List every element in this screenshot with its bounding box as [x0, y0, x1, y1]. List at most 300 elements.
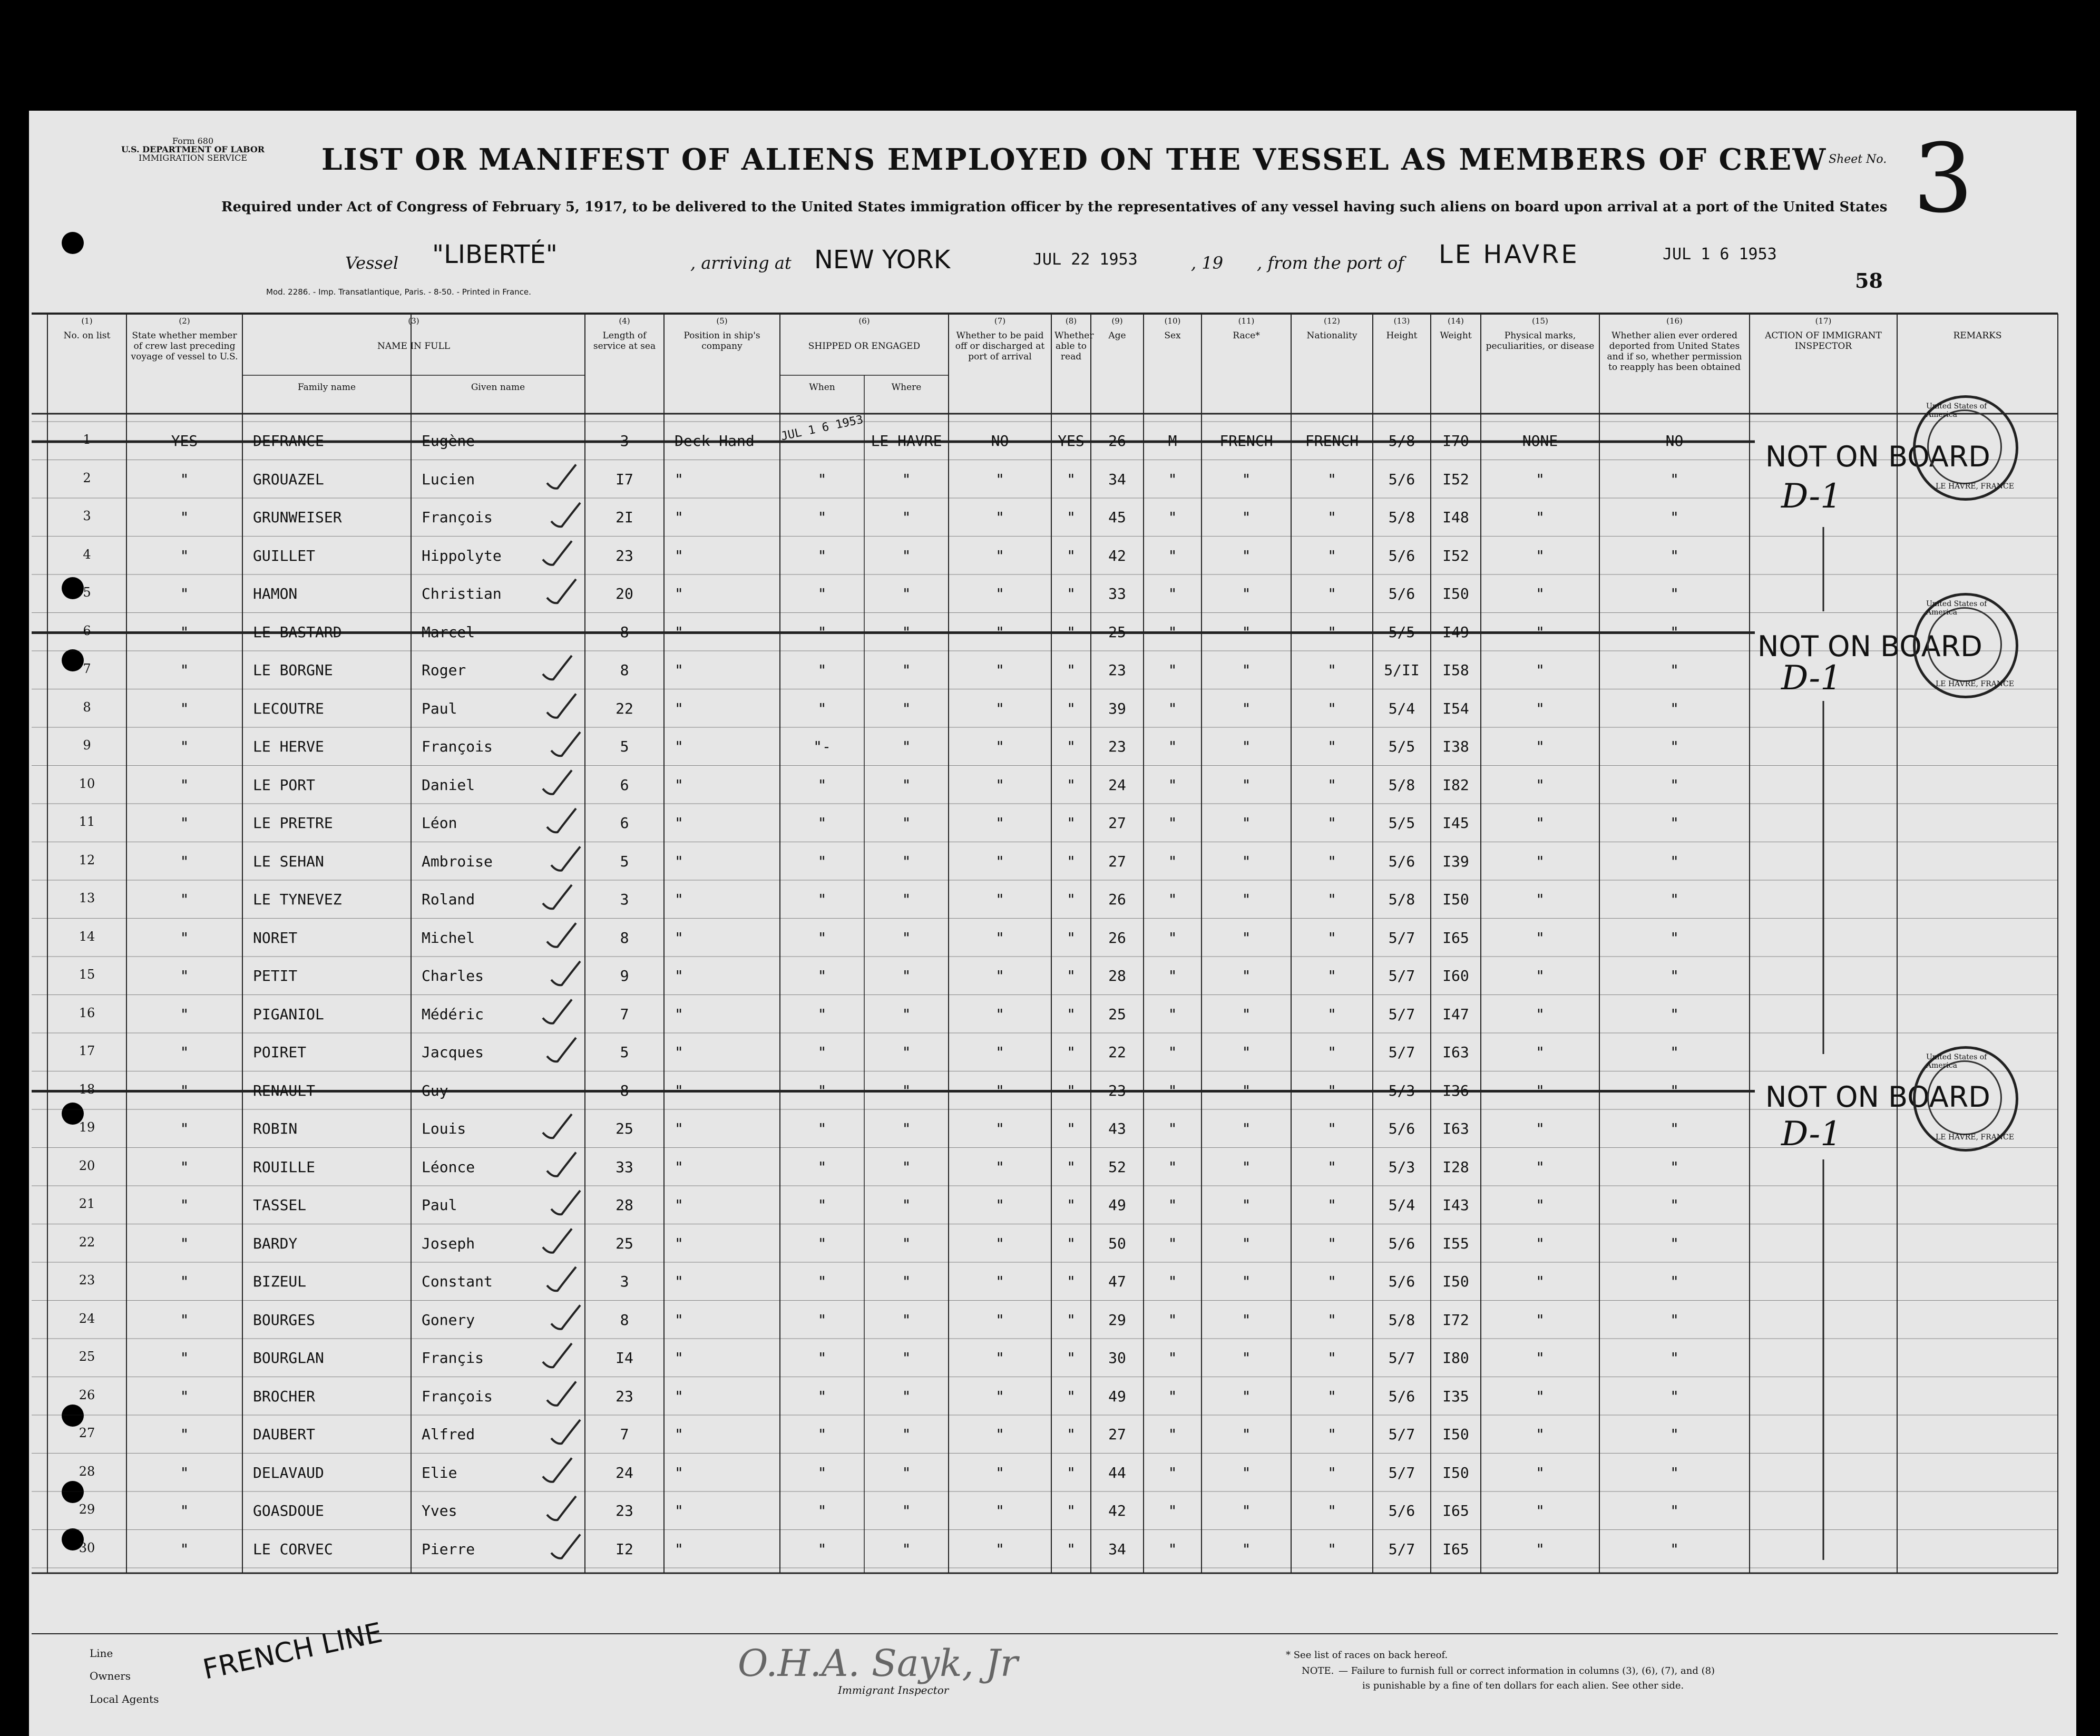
- cell-position: ": [675, 585, 683, 602]
- cell-position: ": [675, 547, 683, 564]
- check-mark: [547, 808, 576, 832]
- cell-service: 28: [616, 1196, 633, 1214]
- cell-nat: ": [1327, 547, 1336, 564]
- column-header: NAME IN FULL: [377, 341, 451, 352]
- cell-read: ": [1067, 699, 1076, 717]
- cell-when: JUL 1 6 1953: [779, 413, 865, 444]
- cell-service: 8: [620, 1081, 629, 1099]
- cell-read: ": [1067, 470, 1076, 488]
- cell-prev: ": [180, 1196, 189, 1214]
- cell-marks: ": [1536, 470, 1545, 488]
- cell-position: ": [675, 1081, 683, 1099]
- cell-prev: ": [180, 1005, 189, 1023]
- cell-prev: ": [180, 661, 189, 679]
- note-text: — Failure to furnish full or correct information in columns (3), (6), (7), and (8): [1339, 1665, 1715, 1676]
- cell-race: ": [1242, 547, 1251, 564]
- cell-age: 24: [1108, 776, 1126, 794]
- cell-position: ": [675, 509, 683, 526]
- cell-deported: ": [1670, 1043, 1679, 1061]
- cell-deported: ": [1670, 738, 1679, 755]
- cell-marks: ": [1536, 509, 1545, 526]
- cell-deported: ": [1670, 852, 1679, 870]
- column-number: (8): [1065, 316, 1077, 326]
- cell-given: Gonery: [422, 1311, 475, 1329]
- cell-family: LE CORVEC: [253, 1540, 333, 1558]
- cell-family: RENAULT: [253, 1081, 316, 1099]
- cell-weight: I80: [1442, 1349, 1469, 1367]
- cell-deported: ": [1670, 967, 1679, 984]
- cell-family: LE TYNEVEZ: [253, 891, 342, 908]
- cell-age: 28: [1108, 967, 1126, 984]
- cell-read: ": [1067, 967, 1076, 984]
- sheet-number: 3: [1913, 124, 1974, 234]
- page-title: LIST OR MANIFEST OF ALIENS EMPLOYED ON THE VESSEL AS MEMBERS OF CREW: [321, 142, 1827, 177]
- cell-position: ": [675, 661, 683, 679]
- cell-no: 14: [79, 929, 95, 944]
- cell-service: 25: [616, 1234, 633, 1252]
- column-header: Whether to be paid off or discharged at port of arrival: [955, 330, 1045, 362]
- column-header: No. on list: [63, 330, 111, 341]
- cell-race: ": [1242, 1540, 1251, 1558]
- cell-no: 3: [83, 509, 91, 523]
- cell-service: 5: [620, 852, 629, 870]
- cell-deported: NO: [1665, 432, 1684, 450]
- arriving-port: NEW YORK: [814, 245, 951, 275]
- cell-position: ": [675, 1540, 683, 1558]
- cell-race: ": [1242, 1464, 1251, 1481]
- cell-service: 25: [616, 1120, 633, 1137]
- cell-weight: I45: [1442, 814, 1469, 832]
- cell-given: Christian: [422, 585, 502, 602]
- cell-service: 5: [620, 738, 629, 755]
- cell-position: ": [675, 470, 683, 488]
- cell-sex: ": [1168, 1387, 1177, 1405]
- cell-family: BOURGLAN: [253, 1349, 324, 1367]
- cell-age: 27: [1108, 1426, 1126, 1443]
- column-header: Age: [1108, 330, 1126, 341]
- cell-age: 39: [1108, 699, 1126, 717]
- cell-where: ": [902, 852, 911, 870]
- column-subheader: Family name: [297, 382, 356, 393]
- cell-race: ": [1242, 470, 1251, 488]
- cell-height: 5/II: [1384, 661, 1420, 679]
- cell-weight: I60: [1442, 967, 1469, 984]
- cell-given: François: [422, 738, 493, 755]
- cell-age: 22: [1108, 1043, 1126, 1061]
- column-subheader: Given name: [471, 382, 525, 393]
- cell-height: 5/5: [1388, 623, 1415, 641]
- cell-marks: ": [1536, 776, 1545, 794]
- d1-annotation: D-1: [1781, 477, 1842, 516]
- cell-where: ": [902, 1043, 911, 1061]
- vessel-label: Vessel: [345, 253, 399, 273]
- cell-weight: I65: [1442, 1502, 1469, 1519]
- cell-given: Paul: [422, 699, 457, 717]
- cell-marks: ": [1536, 1005, 1545, 1023]
- cell-service: 8: [620, 623, 629, 641]
- cell-deported: ": [1670, 1349, 1679, 1367]
- cell-given: Constant: [422, 1273, 493, 1290]
- cell-read: ": [1067, 1273, 1076, 1290]
- cell-height: 5/8: [1388, 432, 1415, 450]
- cell-marks: ": [1536, 1387, 1545, 1405]
- cell-read: ": [1067, 1234, 1076, 1252]
- cell-when: ": [817, 1234, 827, 1252]
- cell-race: ": [1242, 1196, 1251, 1214]
- cell-read: ": [1067, 1005, 1076, 1023]
- cell-where: ": [902, 470, 911, 488]
- cell-when: ": [817, 1196, 827, 1214]
- cell-sex: ": [1168, 1540, 1177, 1558]
- cell-position: ": [675, 1349, 683, 1367]
- cell-when: ": [817, 776, 827, 794]
- cell-read: ": [1067, 1196, 1076, 1214]
- cell-service: 3: [620, 432, 629, 450]
- cell-prev: ": [180, 1349, 189, 1367]
- cell-nat: ": [1327, 661, 1336, 679]
- cell-family: PETIT: [253, 967, 298, 984]
- cell-prev: ": [180, 814, 189, 832]
- cell-deported: ": [1670, 1387, 1679, 1405]
- cell-paid: ": [995, 1311, 1004, 1329]
- cell-sex: ": [1168, 509, 1177, 526]
- column-number: (11): [1238, 316, 1255, 326]
- check-mark: [547, 1153, 576, 1176]
- cell-family: LE HERVE: [253, 738, 324, 755]
- service-name: IMMIGRATION SERVICE: [139, 153, 248, 163]
- cell-given: Jacques: [422, 1043, 484, 1061]
- cell-weight: I50: [1442, 585, 1469, 602]
- cell-race: FRENCH: [1219, 432, 1273, 450]
- cell-race: ": [1242, 814, 1251, 832]
- cell-marks: ": [1536, 929, 1545, 947]
- cell-weight: I63: [1442, 1043, 1469, 1061]
- departure-date-stamp: JUL 1 6 1953: [1663, 245, 1777, 264]
- cell-when: ": [817, 1005, 827, 1023]
- cell-when: "-: [813, 738, 831, 755]
- cell-weight: I50: [1442, 1273, 1469, 1290]
- cell-nat: ": [1327, 1158, 1336, 1176]
- cell-no: 18: [79, 1081, 95, 1097]
- cell-nat: ": [1327, 585, 1336, 602]
- cell-nat: ": [1327, 509, 1336, 526]
- column-subheader: Where: [891, 382, 922, 393]
- cell-deported: ": [1670, 1005, 1679, 1023]
- cell-position: ": [675, 1311, 683, 1329]
- cell-sex: ": [1168, 1043, 1177, 1061]
- cell-marks: ": [1536, 1349, 1545, 1367]
- cell-deported: ": [1670, 814, 1679, 832]
- cell-when: ": [817, 1540, 827, 1558]
- cell-where: ": [902, 814, 911, 832]
- cell-where: ": [902, 1005, 911, 1023]
- cell-nat: ": [1327, 1234, 1336, 1252]
- cell-age: 43: [1108, 1120, 1126, 1137]
- inspector-signature: O.H.A. Sayk, Jr: [738, 1642, 1018, 1685]
- cell-where: ": [902, 1273, 911, 1290]
- d1-annotation: D-1: [1781, 1115, 1842, 1154]
- cell-paid: ": [995, 967, 1004, 984]
- cell-height: 5/8: [1388, 509, 1415, 526]
- cell-height: 5/7: [1388, 967, 1415, 984]
- cell-service: 24: [616, 1464, 633, 1481]
- cell-position: ": [675, 1196, 683, 1214]
- cell-height: 5/3: [1388, 1081, 1415, 1099]
- cell-paid: ": [995, 929, 1004, 947]
- cell-height: 5/8: [1388, 1311, 1415, 1329]
- cell-race: ": [1242, 1502, 1251, 1519]
- not-on-board-stamp: NOT ON BOARD: [1757, 630, 1982, 663]
- cell-marks: ": [1536, 1426, 1545, 1443]
- cell-height: 5/8: [1388, 776, 1415, 794]
- seal-bottom-text: LE HAVRE, FRANCE: [1936, 1133, 2014, 1142]
- cell-marks: ": [1536, 738, 1545, 755]
- check-mark: [551, 1535, 580, 1558]
- cell-height: 5/6: [1388, 852, 1415, 870]
- cell-family: ROBIN: [253, 1120, 298, 1137]
- cell-read: ": [1067, 509, 1076, 526]
- cell-deported: ": [1670, 776, 1679, 794]
- vessel-name: "LIBERTÉ": [432, 240, 558, 269]
- cell-prev: ": [180, 738, 189, 755]
- check-mark: [543, 1114, 572, 1138]
- cell-nat: ": [1327, 776, 1336, 794]
- cell-family: GRUNWEISER: [253, 509, 342, 526]
- cell-no: 6: [83, 623, 91, 638]
- column-number: (13): [1393, 316, 1410, 326]
- line-stamp: FRENCH LINE: [200, 1617, 385, 1686]
- cell-read: ": [1067, 1502, 1076, 1519]
- cell-nat: ": [1327, 1120, 1336, 1137]
- check-mark: [543, 1229, 572, 1253]
- cell-weight: I47: [1442, 1005, 1469, 1023]
- cell-race: ": [1242, 1273, 1251, 1290]
- cell-nat: ": [1327, 852, 1336, 870]
- cell-sex: ": [1168, 776, 1177, 794]
- cell-sex: ": [1168, 1502, 1177, 1519]
- cell-deported: ": [1670, 547, 1679, 564]
- cell-paid: ": [995, 1502, 1004, 1519]
- seal-top-text: United States of America: [1926, 1053, 1987, 1070]
- cell-when: ": [817, 1043, 827, 1061]
- cell-read: ": [1067, 814, 1076, 832]
- check-mark: [543, 1000, 572, 1023]
- cell-prev: ": [180, 891, 189, 908]
- cell-service: I7: [616, 470, 633, 488]
- cell-height: 5/7: [1388, 1043, 1415, 1061]
- cell-age: 34: [1108, 1540, 1126, 1558]
- cell-weight: I43: [1442, 1196, 1469, 1214]
- arriving-label: , arriving at: [690, 253, 792, 273]
- cell-family: TASSEL: [253, 1196, 307, 1214]
- cell-read: ": [1067, 1349, 1076, 1367]
- column-header: Weight: [1440, 330, 1472, 341]
- cell-height: 5/7: [1388, 1349, 1415, 1367]
- cell-age: 26: [1108, 891, 1126, 908]
- cell-nat: FRENCH: [1305, 432, 1359, 450]
- cell-weight: I28: [1442, 1158, 1469, 1176]
- cell-prev: ": [180, 1502, 189, 1519]
- cell-marks: NONE: [1522, 432, 1558, 450]
- cell-where: ": [902, 891, 911, 908]
- cell-position: ": [675, 1273, 683, 1290]
- column-header: Sex: [1164, 330, 1181, 341]
- cell-paid: ": [995, 1158, 1004, 1176]
- cell-where: ": [902, 1426, 911, 1443]
- cell-age: 23: [1108, 1081, 1126, 1099]
- cell-prev: YES: [171, 432, 198, 450]
- cell-no: 4: [83, 547, 91, 562]
- cell-where: ": [902, 967, 911, 984]
- column-header: Nationality: [1306, 330, 1357, 341]
- cell-prev: ": [180, 1464, 189, 1481]
- cell-where: ": [902, 1464, 911, 1481]
- cell-prev: ": [180, 1043, 189, 1061]
- cell-service: I4: [616, 1349, 633, 1367]
- cell-where: ": [902, 1234, 911, 1252]
- column-header: Race*: [1233, 330, 1260, 341]
- cell-where: ": [902, 661, 911, 679]
- cell-prev: ": [180, 776, 189, 794]
- cell-no: 26: [79, 1387, 95, 1402]
- check-mark: [547, 1038, 576, 1061]
- check-mark: [547, 1382, 576, 1406]
- column-number: (15): [1532, 316, 1548, 326]
- check-mark: [547, 1496, 576, 1520]
- sheet-label: Sheet No.: [1829, 153, 1887, 166]
- cell-read: ": [1067, 1158, 1076, 1176]
- cell-when: ": [817, 852, 827, 870]
- check-mark: [551, 732, 580, 756]
- cell-sex: ": [1168, 623, 1177, 641]
- cell-family: LE SEHAN: [253, 852, 324, 870]
- cell-race: ": [1242, 585, 1251, 602]
- check-mark: [551, 503, 580, 526]
- cell-paid: ": [995, 623, 1004, 641]
- cell-age: 42: [1108, 547, 1126, 564]
- column-number: (4): [619, 316, 630, 326]
- cell-when: ": [817, 814, 827, 832]
- cell-given: Pierre: [422, 1540, 475, 1558]
- cell-height: 5/6: [1388, 470, 1415, 488]
- cell-height: 5/6: [1388, 585, 1415, 602]
- cell-family: BROCHER: [253, 1387, 316, 1405]
- cell-height: 5/5: [1388, 738, 1415, 755]
- cell-when: ": [817, 1502, 827, 1519]
- cell-prev: ": [180, 1387, 189, 1405]
- cell-race: ": [1242, 1349, 1251, 1367]
- cell-where: LE HAVRE: [871, 432, 942, 450]
- cell-race: ": [1242, 1234, 1251, 1252]
- cell-read: ": [1067, 852, 1076, 870]
- cell-race: ": [1242, 623, 1251, 641]
- cell-given: Elie: [422, 1464, 457, 1481]
- cell-sex: ": [1168, 1349, 1177, 1367]
- cell-given: François: [422, 509, 493, 526]
- check-mark: [551, 961, 580, 985]
- cell-given: Lucien: [422, 470, 475, 488]
- cell-when: ": [817, 509, 827, 526]
- cell-service: 8: [620, 661, 629, 679]
- cell-prev: ": [180, 509, 189, 526]
- cell-position: ": [675, 1005, 683, 1023]
- cell-given: Françis: [422, 1349, 484, 1367]
- cell-deported: ": [1670, 1540, 1679, 1558]
- cell-where: ": [902, 585, 911, 602]
- cell-deported: ": [1670, 1234, 1679, 1252]
- cell-weight: I35: [1442, 1387, 1469, 1405]
- cell-prev: ": [180, 1234, 189, 1252]
- cell-when: ": [817, 1081, 827, 1099]
- cell-marks: ": [1536, 967, 1545, 984]
- cell-nat: ": [1327, 891, 1336, 908]
- cell-age: 23: [1108, 738, 1126, 755]
- cell-family: DEFRANCE: [253, 432, 324, 450]
- cell-height: 5/7: [1388, 929, 1415, 947]
- cell-sex: ": [1168, 1196, 1177, 1214]
- cell-where: ": [902, 1540, 911, 1558]
- cell-family: DELAVAUD: [253, 1464, 324, 1481]
- cell-paid: ": [995, 699, 1004, 717]
- cell-family: GUILLET: [253, 547, 316, 564]
- cell-paid: ": [995, 1081, 1004, 1099]
- cell-marks: ": [1536, 1540, 1545, 1558]
- cell-marks: ": [1536, 585, 1545, 602]
- cell-nat: ": [1327, 470, 1336, 488]
- note-text-2: is punishable by a fine of ten dollars for each alien. See other side.: [1362, 1680, 1684, 1691]
- cell-deported: ": [1670, 1120, 1679, 1137]
- cell-no: 24: [79, 1311, 95, 1326]
- cell-deported: ": [1670, 1273, 1679, 1290]
- cell-marks: ": [1536, 891, 1545, 908]
- cell-where: ": [902, 623, 911, 641]
- department-name: U.S. DEPARTMENT OF LABOR: [121, 144, 265, 154]
- cell-paid: ": [995, 852, 1004, 870]
- cell-paid: NO: [991, 432, 1009, 450]
- cell-age: 33: [1108, 585, 1126, 602]
- cell-sex: ": [1168, 814, 1177, 832]
- cell-no: 25: [79, 1349, 95, 1364]
- cell-race: ": [1242, 929, 1251, 947]
- column-header: Position in ship's company: [683, 330, 760, 352]
- cell-height: 5/3: [1388, 1158, 1415, 1176]
- cell-marks: ": [1536, 547, 1545, 564]
- cell-family: DAUBERT: [253, 1426, 316, 1443]
- cell-where: ": [902, 738, 911, 755]
- cell-when: ": [817, 1158, 827, 1176]
- cell-no: 5: [83, 585, 91, 600]
- cell-when: ": [817, 1387, 827, 1405]
- column-number: (7): [994, 316, 1006, 326]
- column-number: (6): [858, 316, 870, 326]
- cell-race: ": [1242, 891, 1251, 908]
- cell-paid: ": [995, 470, 1004, 488]
- cell-position: ": [675, 1502, 683, 1519]
- cell-marks: ": [1536, 852, 1545, 870]
- cell-no: 7: [83, 661, 91, 676]
- cell-nat: ": [1327, 1081, 1336, 1099]
- cell-race: ": [1242, 1081, 1251, 1099]
- cell-when: ": [817, 623, 827, 641]
- cell-given: Léonce: [422, 1158, 475, 1176]
- cell-paid: ": [995, 1120, 1004, 1137]
- check-mark: [543, 771, 572, 794]
- cell-paid: ": [995, 1540, 1004, 1558]
- cell-no: 27: [79, 1426, 95, 1440]
- cell-service: 3: [620, 891, 629, 908]
- cell-read: ": [1067, 776, 1076, 794]
- column-header: REMARKS: [1953, 330, 2002, 341]
